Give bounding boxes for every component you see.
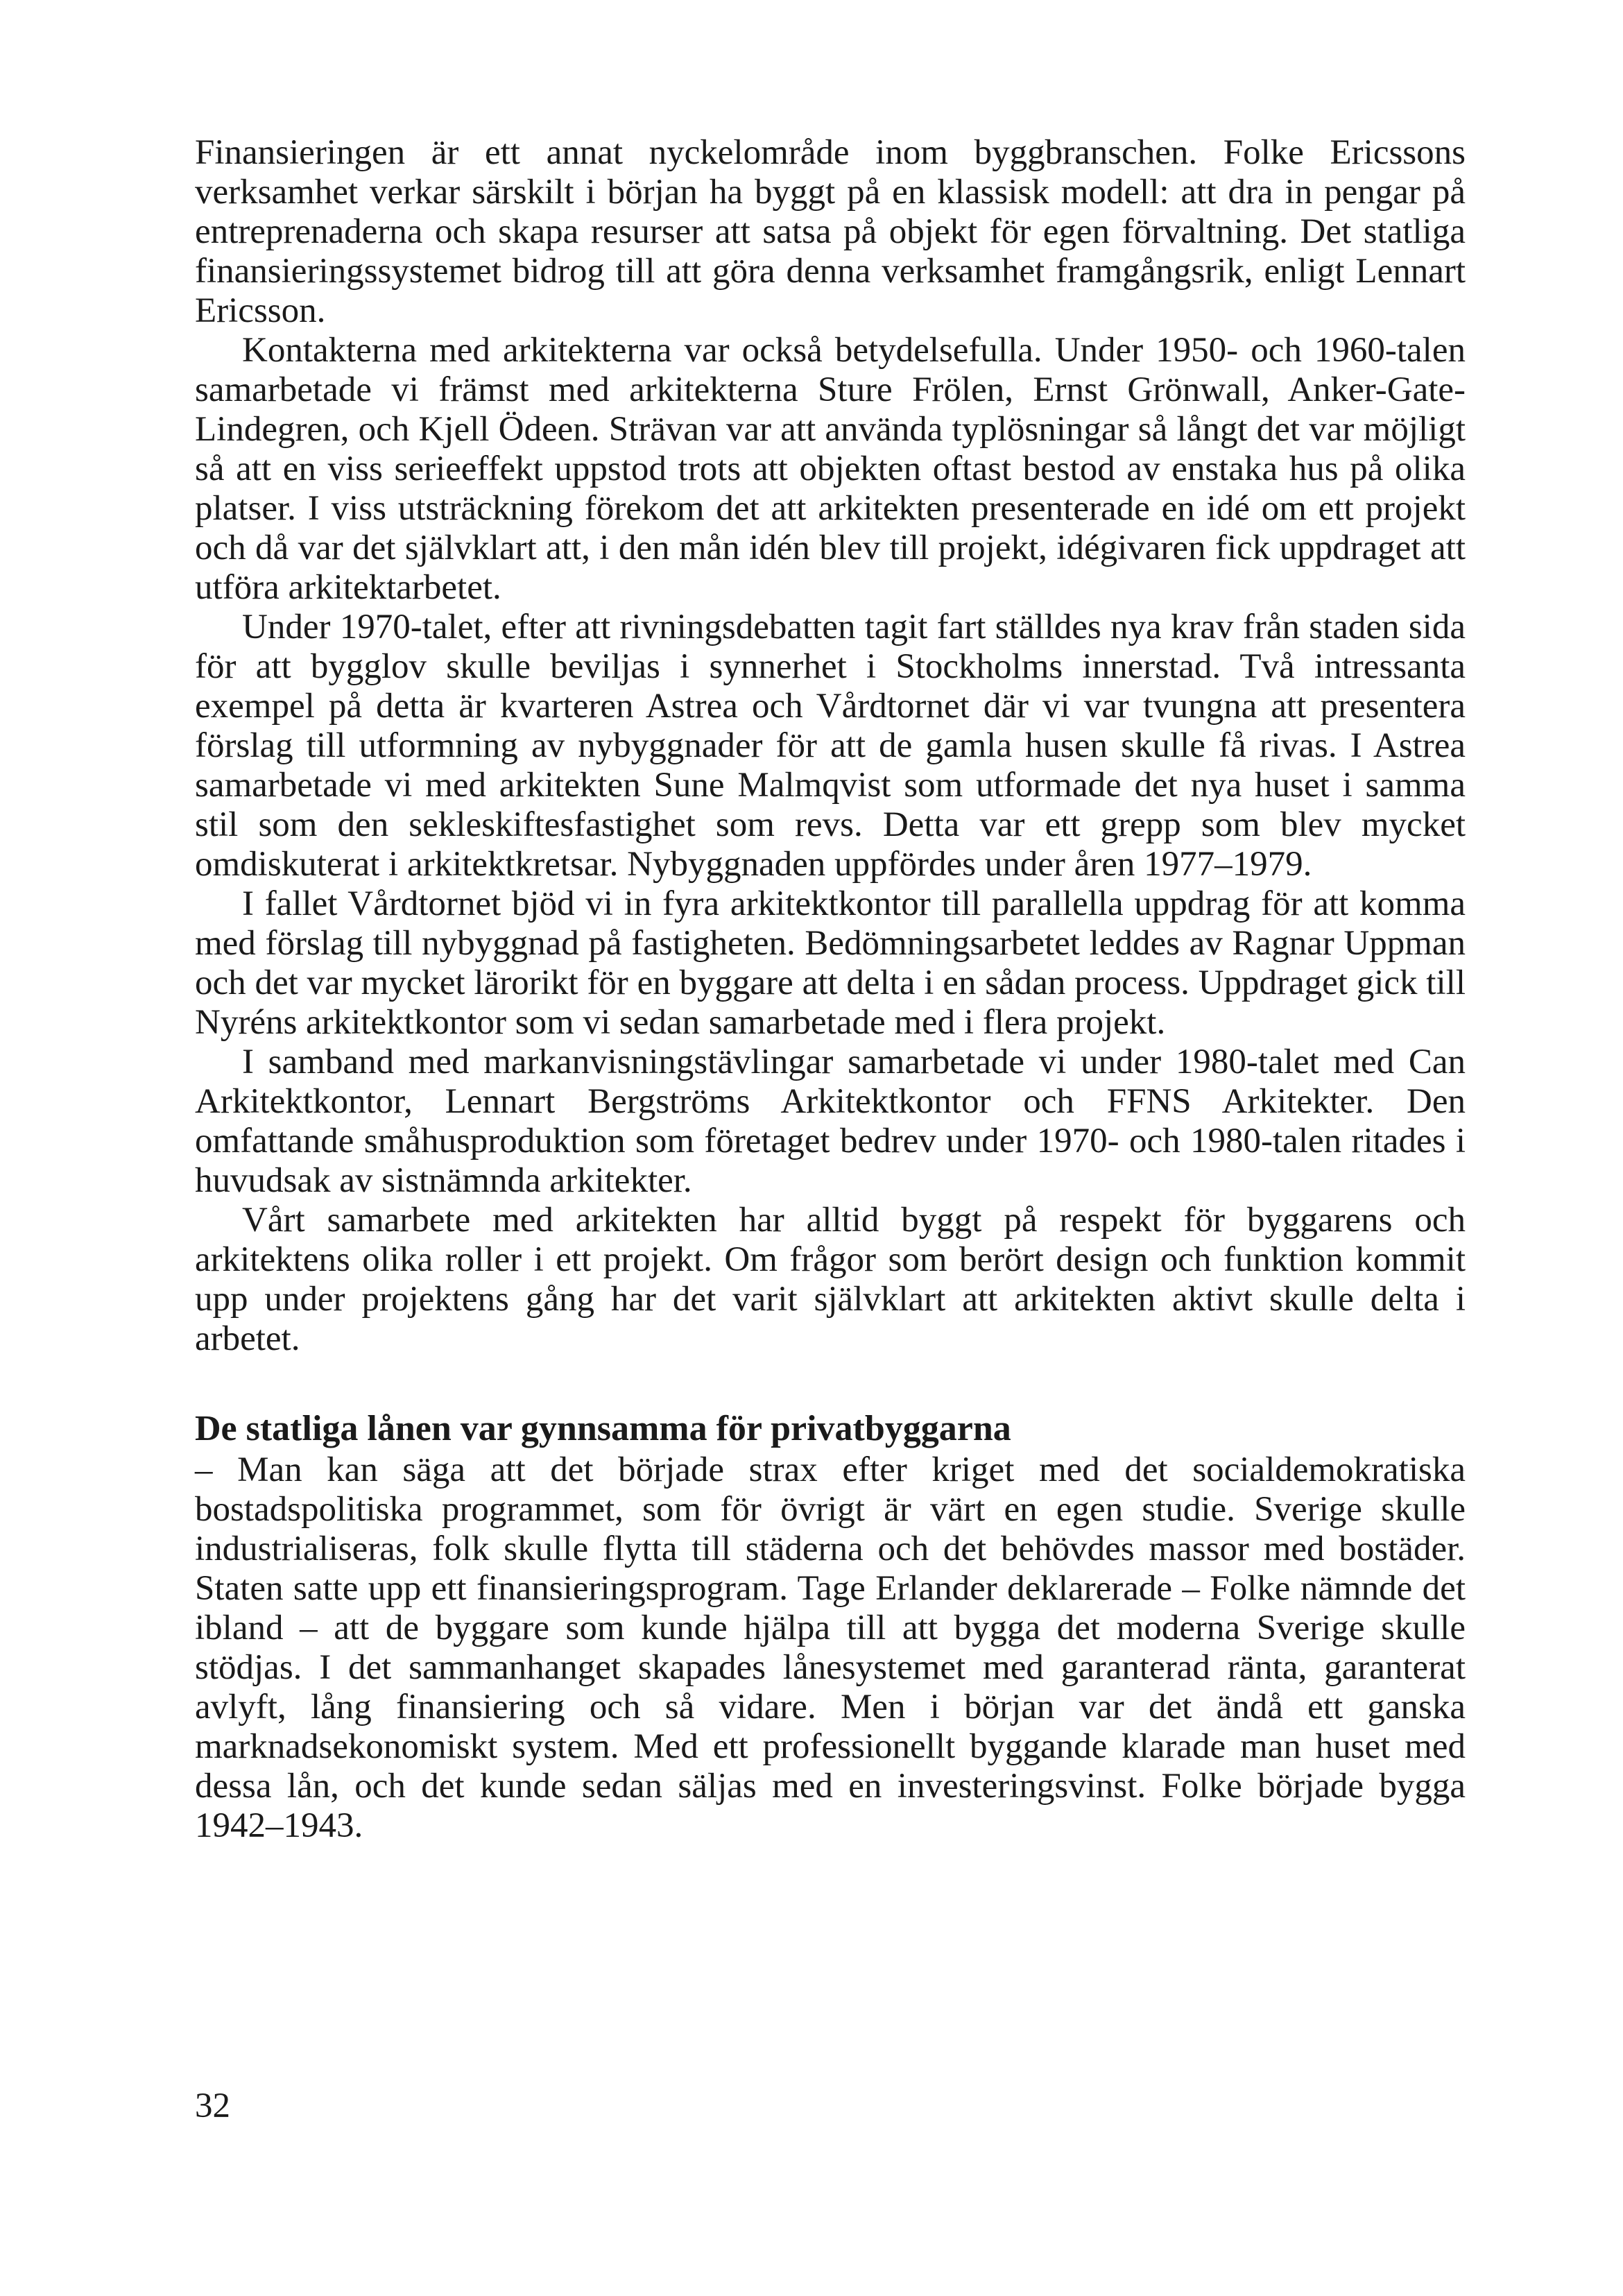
section-heading: De statliga lånen var gynnsamma för privatbyggarna (195, 1409, 1011, 1448)
paragraph-architect-contacts: Kontakterna med arkitekterna var också betydelsefulla. Under 1950- och 1960-talen samarbetade vi främst med arkitekterna Sture Frölen, Ernst Grönwall, Anker-Gate-Lindegren, och Kjell Ödeen. Strävan var att använda typlösningar så långt det var möjligt så att en viss serieeffekt uppstod trots att objekten oftast bestod av enstaka hus på olika platser. I viss utsträckning förekom det att arkitekten presenterade en idé om ett projekt och då var det självklart att, i den mån idén blev till projekt, idégivaren fick uppdraget att utföra arkitektarbetet. (195, 331, 1466, 607)
paragraph-vardtornet: I fallet Vårdtornet bjöd vi in fyra arkitektkontor till parallella uppdrag för att komma med förslag till nybyggnad på fastigheten. Bedömningsarbetet leddes av Ragnar Uppman och det var mycket lärorikt för en byggare att delta i en sådan process. Uppdraget gick till Nyréns arkitektkontor som vi sedan samarbetade med i flera projekt. (195, 884, 1466, 1042)
paragraph-state-loans: – Man kan säga att det började strax efter kriget med det socialdemokratiska bostadspolitiska programmet, som för övrigt är värt en egen studie. Sverige skulle industrialiseras, folk skulle flytta till städerna och det behövdes massor med bostäder. Staten satte upp ett finansieringsprogram. Tage Erlander deklarerade – Folke nämnde det ibland – att de byggare som kunde hjälpa till att bygga det moderna Sverige skulle stödjas. I det sammanhanget skapades lånesystemet med garanterad ränta, garanterat avlyft, lång finansiering och så vidare. Men i början var det ändå ett ganska marknadsekonomiskt system. Med ett professionellt byggande klarade man huset med dessa lån, och det kunde sedan säljas med en investeringsvinst. Folke började bygga 1942–1943. (195, 1450, 1466, 1845)
paragraph-1970s-demands: Under 1970-talet, efter att rivningsdebatten tagit fart ställdes nya krav från staden sida för att bygglov skulle beviljas i synnerhet i Stockholms innerstad. Två intressanta exempel på detta är kvarteren Astrea och Vårdtornet där vi var tvungna att presentera förslag till utformning av nybyggnader för att de gamla husen skulle få rivas. I Astrea samarbetade vi med arkitekten Sune Malmqvist som utformade det nya huset i samma stil som den sekleskiftesfastighet som revs. Detta var ett grepp som blev mycket omdiskuterat i arkitektkretsar. Nybyggnaden uppfördes under åren 1977–1979. (195, 608, 1466, 884)
page-number: 32 (195, 2087, 230, 2125)
paragraph-competitions: I samband med markanvisningstävlingar samarbetade vi under 1980-talet med Can Arkitektkontor, Lennart Bergströms Arkitektkontor och FFNS Arkitekter. Den omfattande småhusproduktion som företaget bedrev under 1970- och 1980-talen ritades i huvudsak av sistnämnda arkitekter. (195, 1043, 1466, 1200)
paragraph-collaboration: Vårt samarbete med arkitekten har alltid byggt på respekt för byggarens och arkitektens olika roller i ett projekt. Om frågor som berört design och funktion kommit upp under projektens gång har det varit självklart att arkitekten aktivt skulle delta i arbetet. (195, 1201, 1466, 1358)
text-column (195, 133, 1466, 1846)
paragraph-financing: Finansieringen är ett annat nyckelområde inom byggbranschen. Folke Ericssons verksamhet verkar särskilt i början ha byggt på en klassisk modell: att dra in pengar på entreprenaderna och skapa resurser att satsa på objekt för egen förvaltning. Det statliga finansieringssystemet bidrog till att göra denna verksamhet framgångsrik, enligt Lennart Ericsson. (195, 133, 1466, 330)
